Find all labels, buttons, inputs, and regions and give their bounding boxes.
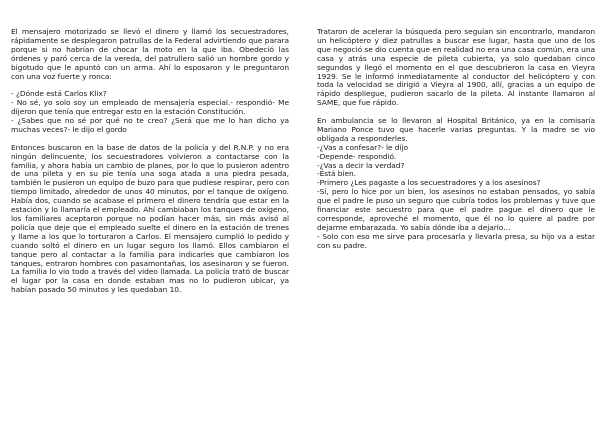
paragraph-intro: En ambulancia se lo llevaron al Hospital Británico, ya en la comisaría Mariano Ponce tuvo que hacerle varias preguntas. Y la madre se vio obligada a responderles. — [317, 116, 595, 143]
dialogue-line: - No sé, yo solo soy un empleado de mensajería especial.- respondió- Me dijeron que tenía que entregar esto en la estación Constitución. — [11, 98, 289, 117]
paragraph: El mensajero motorizado se llevó el dinero y llamó los secuestradores, rápidamente se desplegaron patrullas de la Federal advirtiendo que parara porque si no habrían de chocar la moto en la que iba. Obedeció las órdenes y paró cerca de la vereda, del patrullero salió un hombre gordo y bigotudo que le apuntó con un arma. Ahí lo esposaron y le preguntaron con una voz fuerte y ronca: — [11, 27, 289, 81]
dialogue-line: -¿Vas a confesar?- le dijo — [317, 142, 409, 152]
dialogue-line: -Depende- respondió. — [317, 151, 397, 161]
paragraph: Trataron de acelerar la búsqueda pero seguían sin encontrarlo, mandaron un helicóptero y diez patrullas a buscar ese lugar, hasta que uno de los que negoció se dio cuenta que en realidad no era una casa común, era una casa y atrás una especie de pileta cubierta, ya solo quedaban cinco segundos y llegó el momento en el que descubrieron la casa en Vieyra 1929. Se le informó inmediatamente al conductor del helicóptero y con toda la velocidad se dirigió a Vieyra al 1900, allí, gracias a un equipo de rápido despliegue, pudieron sacarlo de la pileta. Al instante llamaron al SAME, que fue rápido. — [317, 27, 595, 108]
dialogue-line: - ¿Sabes que no sé por qué no te creo? ¿Será que me lo han dicho ya muchas veces?- le dijo el gordo — [11, 116, 289, 134]
dialogue-line: -Primero ¿Les pagaste a los secuestradores y a los asesinos? — [317, 178, 541, 188]
dialogue-line: -Está bien. — [317, 169, 356, 179]
right-column — [317, 28, 595, 260]
dialogue-line: -¿Vas a decir la verdad? — [317, 160, 405, 170]
dialogue-line: - ¿Dónde está Carlos Klix? — [11, 89, 107, 99]
dialogue-line: -Sí, pero lo hice por un bien, los asesinos no estaban pensados, yo sabía que el padre le puso un seguro que cubría todos los problemas y tuve que financiar este secuestro para que el padre pague el dinero que le corresponde, aproveché el momento, que él no lo quiere al padre por dejarme embarazada. Yo sabía dónde iba a dejarlo… — [317, 187, 595, 232]
dialogue-block — [317, 117, 595, 251]
left-column — [11, 28, 289, 304]
dialogue-line: - Solo con eso me sirve para procesarla y llevarla presa, su hijo va a estar con su padre. — [317, 231, 595, 250]
paragraph: Entonces buscaron en la base de datos de la policía y del R.N.P. y no era ningún delincuente, los secuestradores volvieron a contactarse con la familia, y ahora había un cambio de planes, por lo que lo pusieron adentro de una pileta y en su pie tenía una soga atada a una piedra pesada, también le pusieron un equipo de buzo para que pudiese respirar, pero con tiempo limitado, alrededor de unos 40 minutos, por el tanque de oxígeno. Había dos, cuando se acabase el primero el dinero tendría que estar en la estación y lo llamaría el empleado. Ahí cambiaban los tanques de oxígeno, los familiares aceptaron porque no podían hacer más, sin más avisó al policía que deje que el empleado suelte el dinero en la estación de trenes y llame a los que lo torturaron a Carlos. El mensajero cumplió lo pedido y cuando soltó el dinero en un lugar seguro los llamó. Ellos cambiaron el tanque pero al contactar a la familia para indicarles que cambiaron los tanques, entraron hombres con pasamontañas, los asesinaron y se fueron. La familia lo vio todo a través del video llamada. La policía trató de buscar el lugar por la casa en donde estaban mas no lo pudieron ubicar, ya habían pasado 50 minutos y les quedaban 10. — [11, 142, 289, 295]
dialogue-block — [11, 90, 289, 135]
